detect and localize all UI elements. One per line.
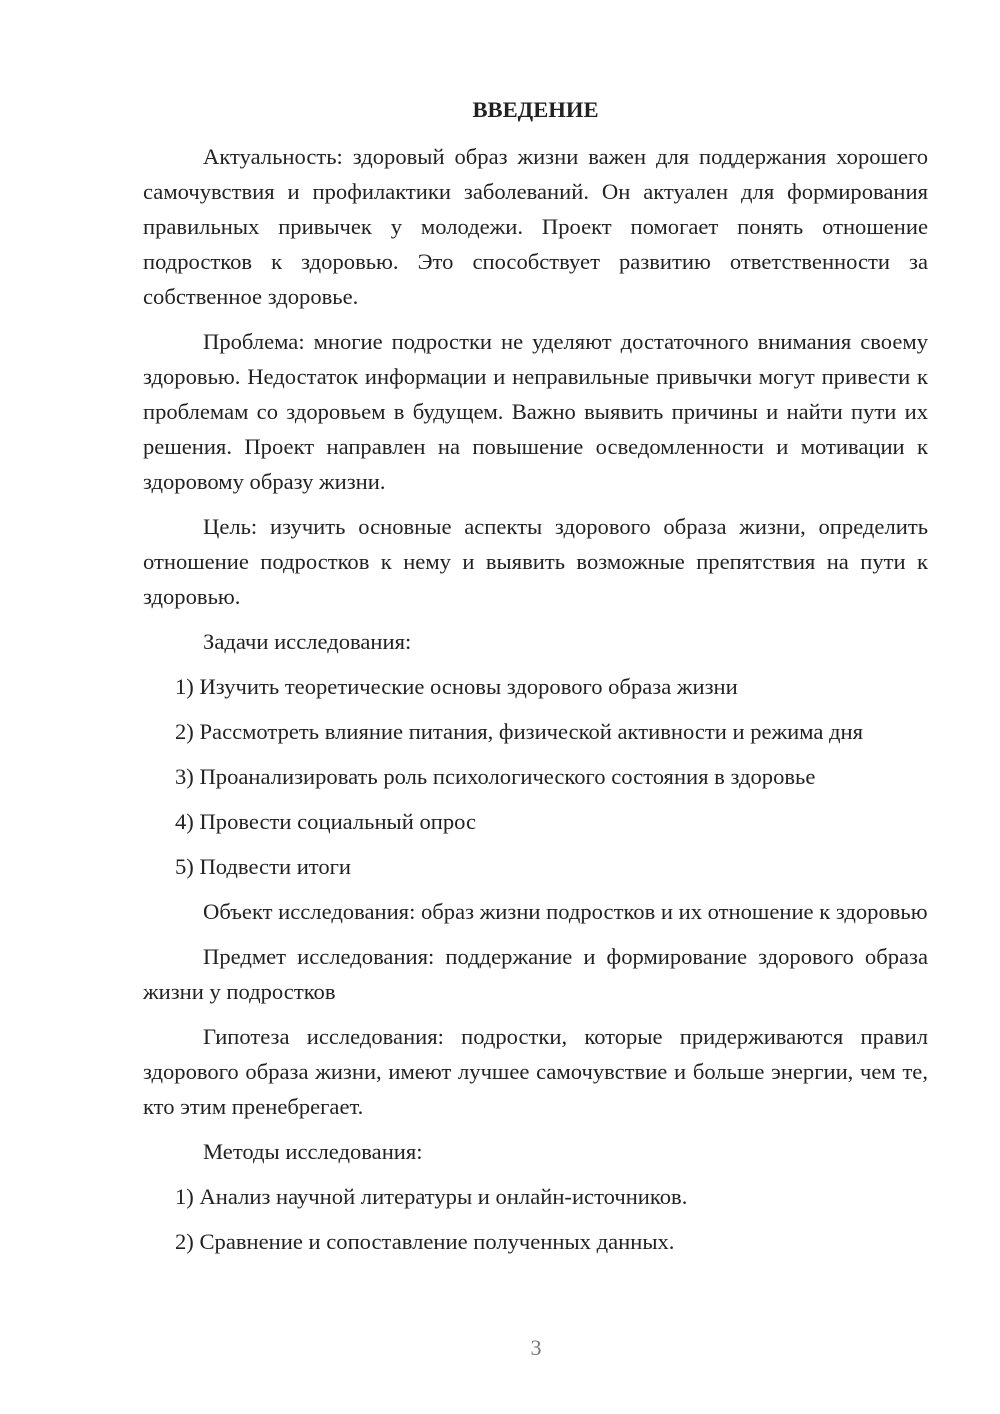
tasks-list [143, 669, 928, 884]
problem-paragraph: Проблема: многие подростки не уделяют достаточного внимания своему здоровью. Недостаток информации и неправильные привычки могут привести к проблемам со здоровьем в будущем. Важно выявить причины и найти пути их решения. Проект направлен на повышение осведомленности и мотивации к здоровому образу жизни. [143, 329, 928, 494]
research-subject-paragraph: Предмет исследования: поддержание и формирование здорового образа жизни у подростков [143, 944, 928, 1004]
method-item: 1) Анализ научной литературы и онлайн-источников. [175, 1184, 688, 1209]
methods-list [143, 1179, 928, 1259]
tasks-heading: Задачи исследования: [203, 629, 412, 654]
document-page [143, 96, 928, 1269]
section-title: ВВЕДЕНИЕ [472, 97, 599, 122]
goal-paragraph: Цель: изучить основные аспекты здорового образа жизни, определить отношение подростков к нему и выявить возможные препятствия на пути к здоровью. [143, 514, 928, 609]
research-hypothesis-paragraph: Гипотеза исследования: подростки, которые придерживаются правил здорового образа жизни, имеют лучшее самочувствие и больше энергии, чем те, кто этим пренебрегает. [143, 1024, 928, 1119]
research-object-paragraph: Объект исследования: образ жизни подростков и их отношение к здоровью [203, 899, 928, 924]
task-item: 4) Провести социальный опрос [175, 809, 477, 834]
page-number: 3 [530, 1335, 542, 1360]
methods-heading: Методы исследования: [203, 1139, 423, 1164]
relevance-paragraph: Актуальность: здоровый образ жизни важен для поддержания хорошего самочувствия и профилактики заболеваний. Он актуален для формирования правильных привычек у молодежи. Проект помогает понять отношение подростков к здоровью. Это способствует развитию ответственности за собственное здоровье. [143, 144, 928, 309]
task-item: 2) Рассмотреть влияние питания, физической активности и режима дня [175, 719, 864, 744]
method-item: 2) Сравнение и сопоставление полученных данных. [175, 1229, 675, 1254]
task-item: 1) Изучить теоретические основы здорового образа жизни [175, 674, 738, 699]
task-item: 5) Подвести итоги [175, 854, 352, 879]
task-item: 3) Проанализировать роль психологического состояния в здоровье [175, 764, 816, 789]
